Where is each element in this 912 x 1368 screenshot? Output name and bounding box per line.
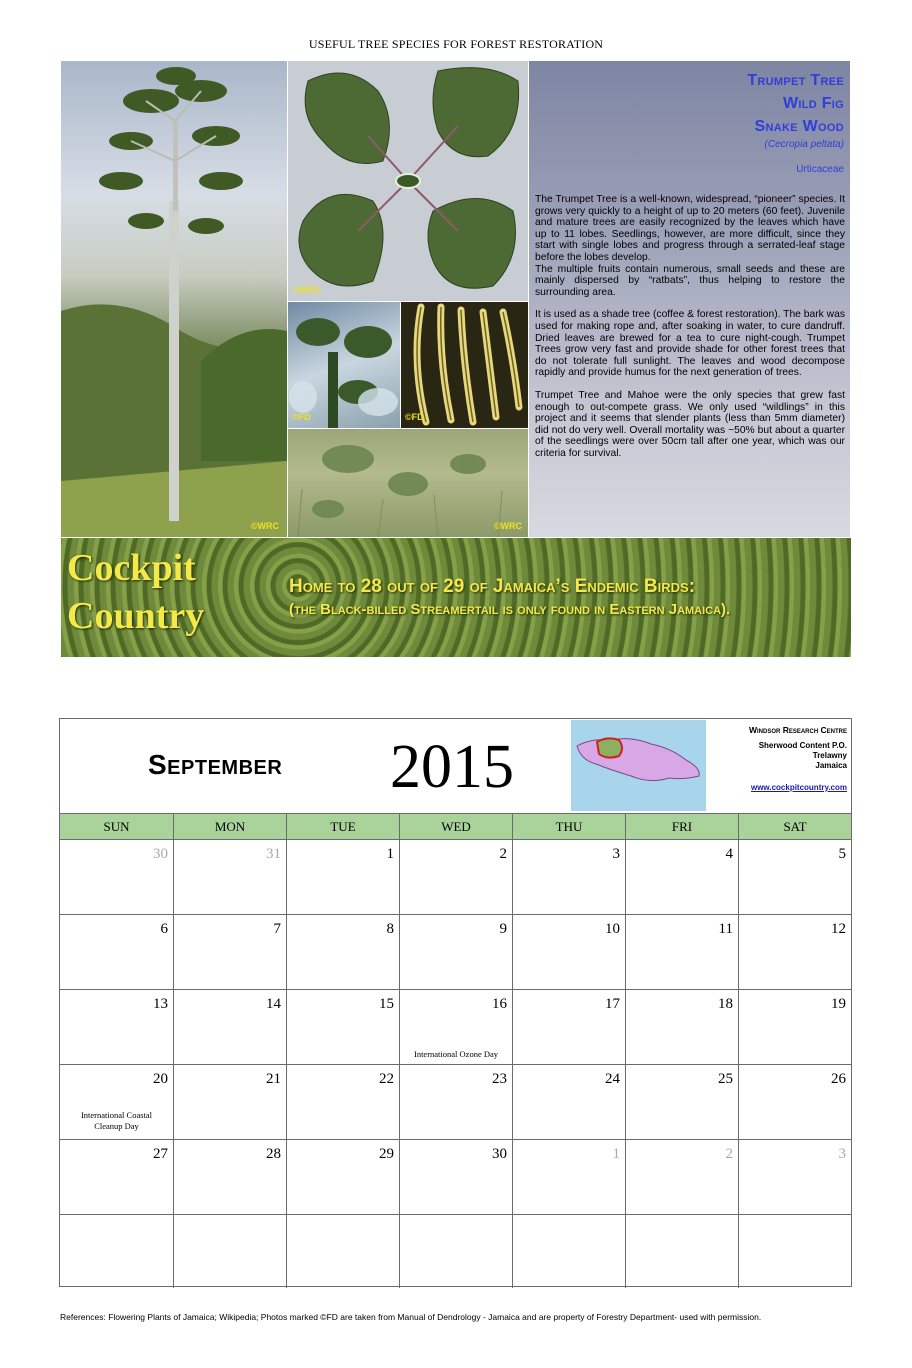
day-number: 5 [838, 846, 846, 862]
day-cell[interactable] [512, 990, 625, 1065]
banner-title-line: Cockpit [67, 547, 196, 589]
day-cell[interactable] [738, 1140, 851, 1215]
day-cell[interactable] [738, 1215, 851, 1288]
address-line: Jamaica [815, 761, 847, 770]
day-number: 10 [605, 921, 620, 937]
fruit-cluster-photo [288, 302, 400, 428]
day-number: 3 [612, 846, 620, 862]
day-cell[interactable] [173, 1215, 286, 1288]
day-cell[interactable] [399, 990, 512, 1065]
website-link[interactable]: www.cockpitcountry.com [750, 783, 847, 792]
day-cell[interactable] [512, 915, 625, 990]
address-line: Trelawny [812, 751, 847, 760]
day-number: 21 [266, 1071, 281, 1087]
scientific-name: (Cecropia peltata) [764, 139, 844, 150]
day-cell[interactable] [625, 840, 738, 915]
day-cell[interactable] [173, 915, 286, 990]
photo-credit: ©WRC [493, 521, 522, 531]
banner-title [67, 544, 204, 640]
day-number: 3 [838, 1146, 846, 1162]
day-number: 28 [266, 1146, 281, 1162]
day-cell[interactable] [286, 1065, 399, 1140]
day-cell[interactable] [399, 840, 512, 915]
day-cell[interactable] [60, 1140, 173, 1215]
day-cell[interactable] [512, 1215, 625, 1288]
description-paragraph: The Trumpet Tree is a well-known, widespread, “pioneer” species. It grows very quickly to a height of up to 20 meters (60 feet). Juvenile and mature trees are easily recognized by the leaves which have up to 11 lobes. Seedlings, however, are more difficult, since they start with single lobes and progress through a serrated-leaf stage before the lobes develop. The multiple fruits contain numerous, small seeds and these are mainly dispersed by “ratbats”, thus helping to restore the surrounding area. [535, 194, 845, 298]
day-number: 16 [492, 996, 507, 1012]
day-number: 26 [831, 1071, 846, 1087]
organization-name: Windsor Research Centre [748, 725, 847, 735]
day-number: 11 [718, 921, 733, 937]
day-cell[interactable] [286, 915, 399, 990]
day-cell[interactable] [60, 1065, 173, 1140]
weekday-label: WED [399, 814, 512, 839]
day-event: International Ozone Day [413, 1048, 499, 1059]
weekday-label: THU [512, 814, 625, 839]
day-cell[interactable] [399, 1140, 512, 1215]
day-cell[interactable] [173, 990, 286, 1065]
common-name: Wild Fig [782, 95, 844, 112]
tree-illustration [61, 61, 287, 537]
photo-credit: ©FD [405, 412, 424, 422]
day-number: 17 [605, 996, 620, 1012]
day-number: 9 [499, 921, 507, 937]
fruit-illustration [401, 302, 528, 428]
species-description [535, 194, 845, 470]
jamaica-map [571, 720, 706, 811]
day-cell[interactable] [60, 1215, 173, 1288]
day-cell[interactable] [60, 915, 173, 990]
day-cell[interactable] [512, 1065, 625, 1140]
day-cell[interactable] [286, 990, 399, 1065]
references-footer: References: Flowering Plants of Jamaica; Wikipedia; Photos marked ©FD are taken from Manual of Dendrology - Jamaica and are property of Forestry Department- used with permission. [60, 1312, 762, 1322]
day-number: 6 [160, 921, 168, 937]
family-name: Urticaceae [796, 164, 844, 175]
day-number: 2 [725, 1146, 733, 1162]
weekday-label: MON [173, 814, 286, 839]
day-number: 15 [379, 996, 394, 1012]
day-cell[interactable] [173, 1065, 286, 1140]
jamaica-map-icon [571, 720, 706, 811]
weekday-label: FRI [625, 814, 738, 839]
day-number: 25 [718, 1071, 733, 1087]
calendar-header [60, 719, 851, 814]
day-number: 23 [492, 1071, 507, 1087]
day-number: 18 [718, 996, 733, 1012]
month-name: September [148, 749, 283, 780]
day-cell[interactable] [738, 915, 851, 990]
common-name: Trumpet Tree [747, 72, 844, 89]
day-cell[interactable] [625, 915, 738, 990]
organization-info [749, 725, 847, 793]
day-number: 2 [499, 846, 507, 862]
day-number: 19 [831, 996, 846, 1012]
banner-subline: (the Black-billed Streamertail is only found in Eastern Jamaica). [289, 601, 731, 618]
day-number: 4 [725, 846, 733, 862]
photo-credit: ©WRC [293, 285, 322, 295]
leaves-illustration [288, 61, 528, 301]
day-cell[interactable] [625, 1140, 738, 1215]
day-number: 27 [153, 1146, 168, 1162]
day-number: 20 [153, 1071, 168, 1087]
day-number: 1 [612, 1146, 620, 1162]
day-cell[interactable] [625, 1065, 738, 1140]
weekday-label: SAT [738, 814, 851, 839]
day-cell[interactable] [173, 1140, 286, 1215]
weekday-header [60, 814, 851, 840]
calendar-grid [60, 840, 851, 1288]
description-paragraph: Trumpet Tree and Mahoe were the only species that grew fast enough to out-compete grass. We only used “wildlings” in this project and it seems that slender plants (less than 5mm diameter) did not do very well. Overall mortality was ~50% but about a quarter of the seedlings were over 50cm tall after one year, which was our criteria for survival. [535, 389, 845, 459]
weekday-label: SUN [103, 819, 130, 834]
day-number: 22 [379, 1071, 394, 1087]
day-cell[interactable] [738, 990, 851, 1065]
day-number: 30 [153, 846, 168, 862]
day-cell[interactable] [625, 1215, 738, 1288]
day-number: 30 [492, 1146, 507, 1162]
day-number: 12 [831, 921, 846, 937]
fruit-spikes-photo [401, 302, 528, 428]
year: 2015 [390, 733, 514, 801]
day-number: 29 [379, 1146, 394, 1162]
day-number: 31 [266, 846, 281, 862]
banner-headline: Home to 28 out of 29 of Jamaica’s Endemic Birds: [289, 576, 696, 597]
leaves-photo [288, 61, 528, 301]
species-description-panel [529, 61, 850, 537]
day-event: International Coastal Cleanup Day [80, 1110, 153, 1131]
calendar [59, 718, 852, 1287]
photo-credit: ©FD [292, 412, 311, 422]
day-cell[interactable] [738, 840, 851, 915]
cockpit-country-banner [61, 538, 851, 657]
description-paragraph: It is used as a shade tree (coffee & forest restoration). The bark was used for making rope and, after soaking in water, to cure dandruff. Dried leaves are brewed for a tea to cure night-cough. Trumpet Trees grow very fast and provide shade for other forest trees that do not tolerate full sunlight. The leaves and wood decompose rapidly and provide humus for the next generation of trees. [535, 309, 845, 379]
day-cell[interactable] [286, 1140, 399, 1215]
day-cell[interactable] [399, 915, 512, 990]
seedlings-grass-photo [288, 429, 528, 537]
cluster-illustration [288, 302, 400, 428]
day-cell[interactable] [512, 840, 625, 915]
day-cell[interactable] [512, 1140, 625, 1215]
day-number: 8 [386, 921, 394, 937]
day-cell[interactable] [286, 840, 399, 915]
day-cell[interactable] [60, 990, 173, 1065]
day-cell[interactable] [286, 1215, 399, 1288]
day-cell[interactable] [60, 840, 173, 915]
day-cell[interactable] [399, 1065, 512, 1140]
photo-credit: ©WRC [250, 521, 279, 531]
day-number: 14 [266, 996, 281, 1012]
day-number: 13 [153, 996, 168, 1012]
day-number: 7 [273, 921, 281, 937]
species-names [747, 69, 844, 176]
common-name: Snake Wood [754, 118, 844, 135]
day-number: 24 [605, 1071, 620, 1087]
day-number: 1 [386, 846, 394, 862]
address-line: Sherwood Content P.O. [758, 741, 847, 750]
page-title: USEFUL TREE SPECIES FOR FOREST RESTORATION [308, 37, 604, 51]
day-cell[interactable] [399, 1215, 512, 1288]
grass-illustration [288, 429, 528, 537]
day-cell[interactable] [738, 1065, 851, 1140]
trumpet-tree-photo [61, 61, 287, 537]
day-cell[interactable] [625, 990, 738, 1065]
banner-title-line: Country [67, 595, 205, 637]
day-cell[interactable] [173, 840, 286, 915]
weekday-label: TUE [286, 814, 399, 839]
